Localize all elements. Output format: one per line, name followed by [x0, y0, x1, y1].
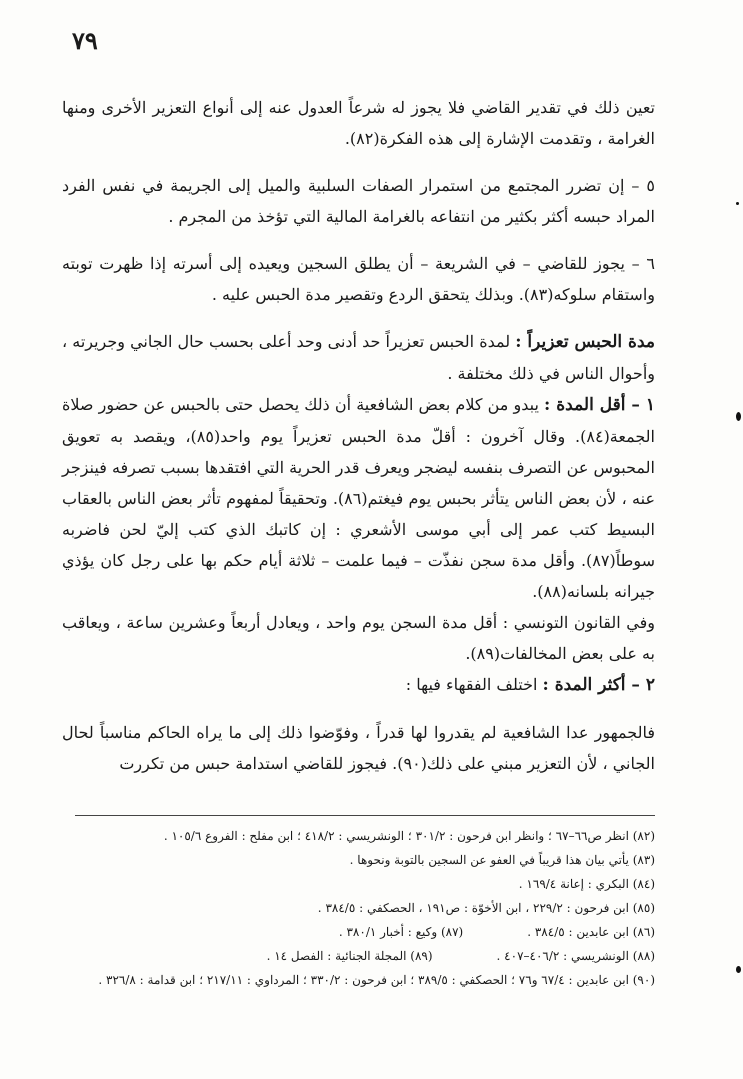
footnote-divider [75, 815, 655, 816]
paragraph-text: يبدو من كلام بعض الشافعية أن ذلك يحصل حتى بالحبس عن حضور صلاة الجمعة(٨٤). وقال آخرون : أقلّ مدة الحبس تعزيراً يوم واحد(٨٥)، ويقصد به تعويق المحبوس عن التصرف بنفسه ليضجر ويعرف قدر الحرية التي افتقدها بسبب تصرفه فينزجر عنه ، لأن بعض الناس يتأثر بحبس يوم فيغتم(٨٦). وتحقيقاً لمفهوم تأثر بعض الناس بالعقاب البسيط كتب عمر إلى أبي موسى الأشعري : إن كاتبك الذي كتب إليّ لحن فاضربه سوطاً(٨٧). وأقل مدة سجن نفذّت – فيما علمت – ثلاثة أيام حكم بها على رجل كان يؤذي جيرانه بلسانه(٨٨). [62, 395, 655, 601]
footnote-text: (٨٩) المجلة الجنائية : الفصل ١٤ . [266, 949, 433, 963]
paragraph: ٦ – يجوز للقاضي – في الشريعة – أن يطلق السجين ويعيده إلى أسرته إذا ظهرت توبته واستقام سلوكه(٨٣). وبذلك يتحقق الردع وتقصير مدة الحبس عليه . [62, 254, 655, 304]
footnote-text: (٨٤) البكري : إعانة ١٦٩/٤ . [518, 877, 655, 891]
paragraph: فالجمهور عدا الشافعية لم يقدروا لها قدراً ، وفوّضوا ذلك إلى ما يراه الحاكم مناسباً لحال الجاني ، لأن التعزير مبني على ذلك(٩٠). فيجوز للقاضي استدامة حبس من تكررت [62, 723, 655, 773]
footnote-text: (٩٠) ابن عابدين : ٦٧/٤ و٧٦ ؛ الحصكفي : ٣٨٩/٥ ؛ ابن فرحون : ٣٣٠/٢ ؛ المرداوي : ٢١٧/١١ ؛ ابن قدامة : ٣٢٦/٨ . [98, 973, 655, 987]
footnote [62, 896, 655, 920]
footnote-text: (٨٦) ابن عابدين : ٣٨٤/٥ . [527, 925, 655, 939]
footnote-text: (٨٥) ابن فرحون : ٢٢٩/٢ ، ابن الأخوّة : ص١٩١ ، الحصكفي : ٣٨٤/٥ . [317, 901, 655, 915]
footnote [62, 848, 655, 872]
paragraph [62, 669, 655, 701]
scan-speck [736, 202, 739, 205]
footnote-text: (٨٧) وكيع : أخبار ٣٨٠/١ . [338, 925, 464, 939]
section-heading: ٢ – أكثر المدة : [542, 675, 655, 695]
paragraph-text: اختلف الفقهاء فيها : [405, 675, 543, 694]
footnote [62, 824, 655, 848]
paragraph: وفي القانون التونسي : أقل مدة السجن يوم واحد ، ويعادل أربعاً وعشرين ساعة ، ويعاقب به على بعض المخالفات(٨٩). [62, 613, 655, 663]
footnotes [62, 824, 655, 992]
scan-speck [736, 966, 741, 973]
section-heading: ١ – أقل المدة : [544, 395, 656, 415]
paragraph-text: لمدة الحبس تعزيراً حد أدنى وحد أعلى بحسب حال الجاني وجريرته ، وأحوال الناس في ذلك مختلفة . [61, 332, 655, 383]
footnote-text: (٨٣) يأتي بيان هذا قريباً في العفو عن السجين بالتوبة ونحوها . [349, 853, 655, 867]
paragraph: تعين ذلك في تقدير القاضي فلا يجوز له شرعاً العدول عنه إلى أنواع التعزير الأخرى ومنها الغرامة ، وتقدمت الإشارة إلى هذه الفكرة(٨٢). [62, 98, 655, 148]
footnote-text: (٨٢) انظر ص٦٦–٦٧ ؛ وانظر ابن فرحون : ٣٠١/٢ ؛ الونشريسي : ٤١٨/٢ ؛ ابن مفلح : الفروع ١٠٥/٦ . [163, 829, 655, 843]
footnote [62, 872, 655, 896]
page-number: ٧٩ [72, 26, 98, 55]
paragraph: ٥ – إن تضرر المجتمع من استمرار الصفات السلبية والميل إلى الجريمة في نفس الفرد المراد حبسه أكثر بكثير من انتفاعه بالغرامة المالية التي تؤخذ من المجرم . [62, 176, 655, 226]
paragraph [62, 389, 655, 607]
footnote [62, 944, 655, 968]
scan-speck [736, 412, 741, 421]
page-body [62, 92, 655, 779]
footnote [62, 968, 655, 992]
footnote [62, 920, 655, 944]
section-heading: مدة الحبس تعزيراً : [515, 332, 655, 352]
paragraph [62, 326, 655, 389]
footnote-text: (٨٨) الونشريسي : ٤٠٦/٢–٤٠٧ . [496, 949, 655, 963]
